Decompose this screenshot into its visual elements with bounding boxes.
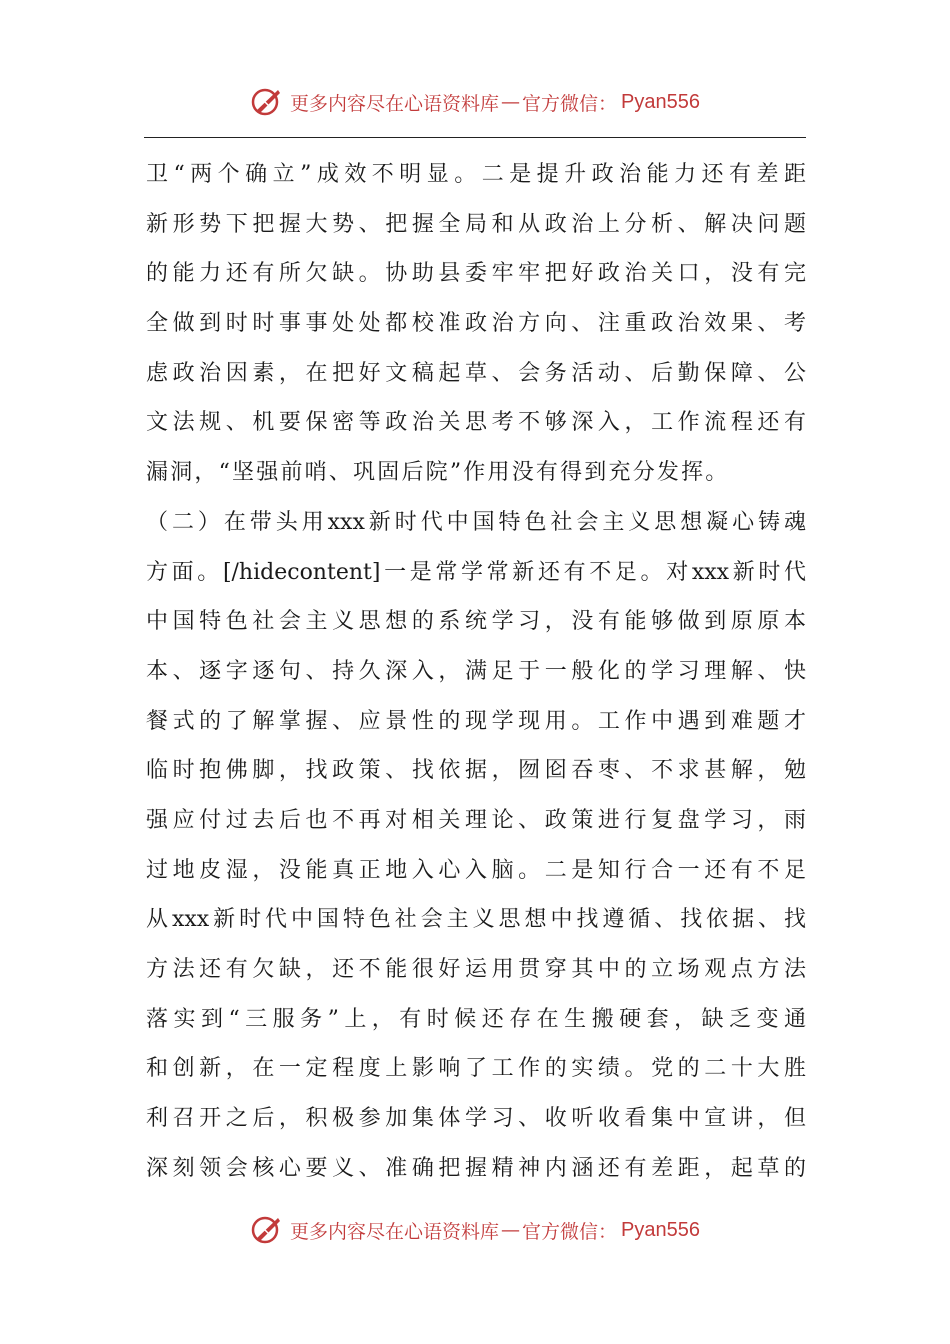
header-divider <box>144 137 806 138</box>
text-line: 和创新，在一定程度上影响了工作的实绩。党的二十大胜 <box>146 1056 806 1082</box>
header-slogan: 更多内容尽在心语资料库 <box>290 92 500 115</box>
header-dash: — <box>501 91 521 113</box>
text-line: 深刻领会核心要义、准确把握精神内涵还有差距，起草的 <box>146 1155 806 1181</box>
header-wechat-id: Pyan556 <box>621 90 700 113</box>
text-line: 方法还有欠缺，还不能很好运用贯穿其中的立场观点方法 <box>146 957 806 982</box>
text-line: 过地皮湿，没能真正地入心入脑。二是知行合一还有不足 <box>146 857 806 883</box>
text-line: 利召开之后，积极参加集体学习、收听收看集中宣讲，但 <box>146 1106 806 1132</box>
text-line: 文法规、机要保密等政治关思考不够深入，工作流程还有 <box>146 410 806 436</box>
text-line: 全做到时时事事处处都校准政治方向、注重政治效果、考 <box>146 311 806 337</box>
text-line: 卫“两个确立”成效不明显。二是提升政治能力还有差距 <box>146 162 806 187</box>
quill-logo-icon <box>250 85 284 119</box>
header-official-label: 官方微信： <box>522 92 618 115</box>
text-line: 从xxx新时代中国特色社会主义思想中找遵循、找依据、找 <box>146 907 806 933</box>
document-body <box>146 150 806 1193</box>
text-line: （二）在带头用xxx新时代中国特色社会主义思想凝心铸魂 <box>146 509 806 535</box>
text-line: 强应付过去后也不再对相关理论、政策进行复盘学习，雨 <box>146 807 806 833</box>
text-line: 新形势下把握大势、把握全局和从政治上分析、解决问题 <box>146 211 806 237</box>
text-line: 方面。[/hidecontent]一是常学常新还有不足。对xxx新时代 <box>146 559 806 585</box>
text-line: 漏洞，“坚强前哨、巩固后院”作用没有得到充分发挥。 <box>146 460 730 486</box>
text-line: 中国特色社会主义思想的系统学习，没有能够做到原原本 <box>146 609 806 635</box>
footer-banner <box>0 1210 950 1250</box>
text-line: 的能力还有所欠缺。协助县委牢牢把好政治关口，没有完 <box>146 261 806 287</box>
footer-dash: — <box>501 1219 521 1241</box>
text-line: 落实到“三服务”上，有时候还存在生搬硬套，缺乏变通 <box>146 1006 806 1032</box>
footer-slogan: 更多内容尽在心语资料库 <box>290 1220 500 1243</box>
footer-official-label: 官方微信： <box>522 1220 618 1243</box>
text-line: 本、逐字逐句、持久深入，满足于一般化的学习理解、快 <box>146 658 806 684</box>
text-line: 虑政治因素，在把好文稿起草、会务活动、后勤保障、公 <box>146 360 806 386</box>
footer-wechat-id: Pyan556 <box>621 1218 700 1241</box>
text-line: 餐式的了解掌握、应景性的现学现用。工作中遇到难题才 <box>146 708 806 734</box>
quill-logo-icon <box>250 1213 284 1247</box>
header-banner <box>0 82 950 122</box>
text-line: 临时抱佛脚，找政策、找依据，囫囵吞枣、不求甚解，勉 <box>146 758 806 784</box>
